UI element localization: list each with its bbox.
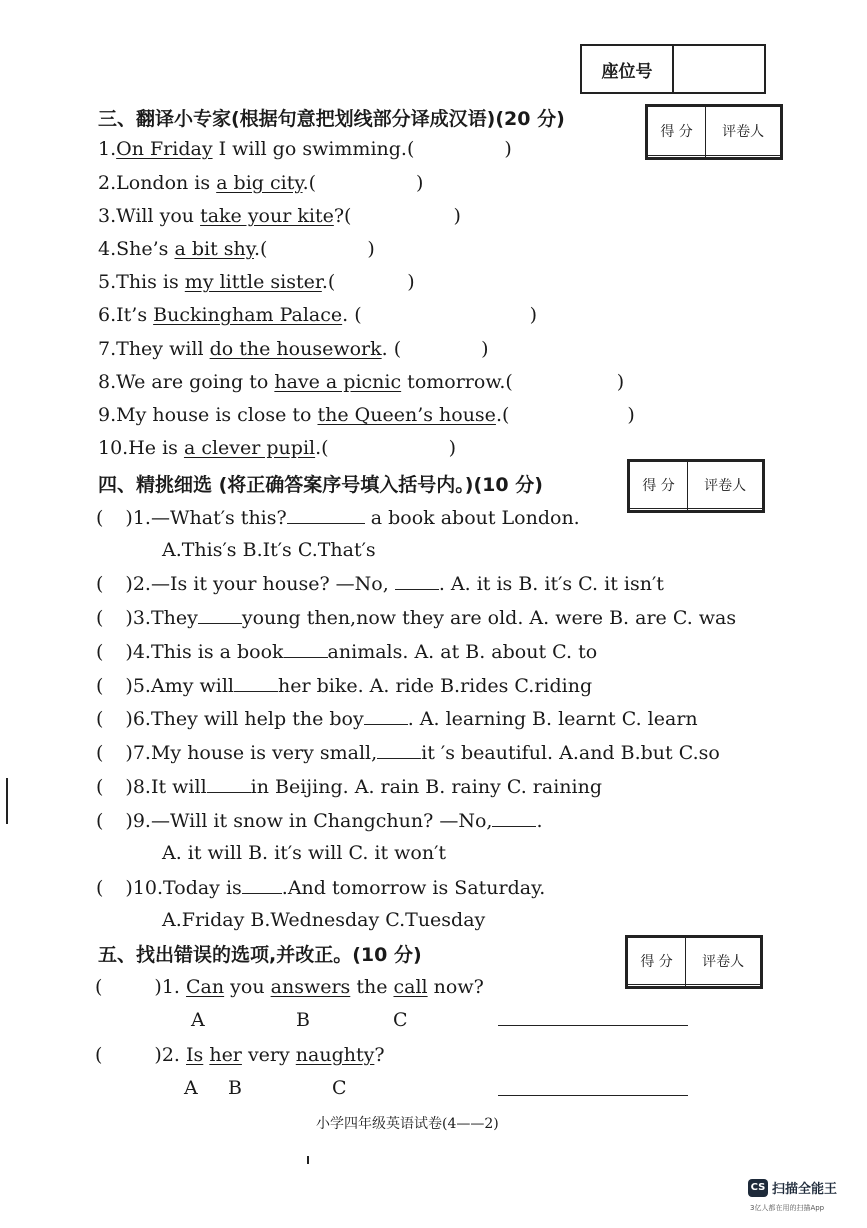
s4-q8: ( )8.It will in Beijing. A. rain B. rainy C. raining — [96, 776, 602, 798]
underlined-phrase: On Friday — [116, 138, 213, 160]
translation-item: 4.She’s a bit shy.( ) — [98, 238, 375, 260]
s5-q2-letter-a: A — [184, 1077, 198, 1099]
s4-q4: ( )4.This is a book animals. A. at B. about C. to — [96, 641, 598, 663]
translation-item: 3.Will you take your kite?( ) — [98, 205, 461, 227]
section5-title: 五、找出错误的选项,并改正。(10 分) — [98, 944, 422, 966]
translation-item: 9.My house is close to the Queen’s house.( ) — [98, 404, 635, 426]
section5-score-box — [625, 935, 763, 989]
s5-q1-letter-a: A — [191, 1009, 205, 1031]
page-footer: 小学四年级英语试卷(4——2) — [316, 1116, 499, 1132]
underlined-phrase: have a picnic — [274, 371, 402, 393]
translation-item: 7.They will do the housework. ( ) — [98, 338, 489, 360]
scanner-tagline: 3亿人都在用的扫描App — [750, 1204, 825, 1212]
underlined-phrase: do the housework — [209, 338, 382, 360]
grader-field[interactable] — [706, 155, 781, 157]
s4-q2: ( )2.—Is it your house? —No, . A. it is B. it′s C. it isn′t — [96, 573, 664, 595]
s4-q6: ( )6.They will help the boy . A. learning B. learnt C. learn — [96, 708, 698, 730]
answer-paren[interactable]: ( — [96, 641, 104, 663]
answer-paren[interactable]: ( — [96, 810, 104, 832]
s4-q10: ( )10.Today is .And tomorrow is Saturday. — [96, 877, 546, 899]
answer-paren[interactable]: ( — [96, 877, 104, 899]
translation-item: 1.On Friday I will go swimming.( ) — [98, 138, 512, 160]
score-field[interactable] — [648, 155, 706, 157]
answer-paren[interactable]: ( — [96, 573, 104, 595]
s4-q10-options: A.Friday B.Wednesday C.Tuesday — [162, 909, 486, 931]
grader-label: 评卷人 — [686, 938, 761, 985]
scan-mark — [6, 778, 8, 824]
translation-item: 6.It’s Buckingham Palace. ( ) — [98, 304, 538, 326]
seat-number-field[interactable] — [674, 46, 764, 92]
cs-badge-icon: CS — [748, 1179, 768, 1197]
answer-paren[interactable]: ( — [95, 976, 103, 998]
answer-paren[interactable]: ( — [96, 675, 104, 697]
s5-q1: ( )1. Can you answers the call now? — [95, 976, 484, 998]
s5-q2-letter-c: C — [332, 1077, 347, 1099]
s5-q2-answer-line[interactable] — [498, 1095, 688, 1096]
grader-label: 评卷人 — [688, 462, 763, 509]
grader-label: 评卷人 — [706, 107, 781, 156]
section4-title: 四、精挑细选 (将正确答案序号填入括号内。)(10 分) — [98, 474, 543, 496]
s5-q2: ( )2. Is her very naughty? — [95, 1044, 385, 1066]
s5-q1-letter-b: B — [296, 1009, 310, 1031]
answer-paren[interactable]: ( — [96, 607, 104, 629]
grader-field[interactable] — [688, 508, 763, 510]
s4-q1-options: A.This′s B.It′s C.That′s — [162, 539, 376, 561]
translation-item: 5.This is my little sister.( ) — [98, 271, 415, 293]
score-field[interactable] — [630, 508, 688, 510]
seat-number-label: 座位号 — [582, 46, 674, 92]
s4-q3: ( )3.They young then,now they are old. A. were B. are C. was — [96, 607, 737, 629]
score-label: 得 分 — [648, 107, 706, 156]
section4-score-box — [627, 459, 765, 513]
section3-title: 三、翻译小专家(根据句意把划线部分译成汉语)(20 分) — [98, 108, 565, 130]
seat-number-box — [580, 44, 766, 94]
answer-paren[interactable]: ( — [96, 776, 104, 798]
answer-paren[interactable]: ( — [96, 507, 104, 529]
s5-q2-letter-b: B — [228, 1077, 242, 1099]
underlined-phrase: my little sister — [184, 271, 322, 293]
underlined-phrase: Buckingham Palace — [153, 304, 343, 326]
translation-item: 2.London is a big city.( ) — [98, 172, 424, 194]
s4-q9-options: A. it will B. it′s will C. it won′t — [162, 842, 447, 864]
translation-item: 10.He is a clever pupil.( ) — [98, 437, 456, 459]
s4-q7: ( )7.My house is very small, it ′s beautiful. A.and B.but C.so — [96, 742, 720, 764]
scan-mark — [307, 1156, 309, 1164]
underlined-phrase: a bit shy — [174, 238, 254, 260]
answer-paren[interactable]: ( — [96, 708, 104, 730]
underlined-phrase: take your kite — [200, 205, 334, 227]
answer-paren[interactable]: ( — [96, 742, 104, 764]
score-field[interactable] — [628, 984, 686, 986]
underlined-phrase: a clever pupil — [183, 437, 316, 459]
underlined-phrase: the Queen’s house — [317, 404, 496, 426]
score-label: 得 分 — [630, 462, 688, 509]
s5-q1-letter-c: C — [393, 1009, 408, 1031]
s4-q5: ( )5.Amy will her bike. A. ride B.rides C.riding — [96, 675, 593, 697]
grader-field[interactable] — [686, 984, 761, 986]
section3-score-box — [645, 104, 783, 160]
s5-q1-answer-line[interactable] — [498, 1025, 688, 1026]
answer-paren[interactable]: ( — [95, 1044, 103, 1066]
underlined-phrase: a big city — [216, 172, 303, 194]
s4-q1: ( )1.—What′s this? a book about London. — [96, 507, 580, 529]
scanner-name: 扫描全能王 — [772, 1182, 838, 1197]
score-label: 得 分 — [628, 938, 686, 985]
s4-q9: ( )9.—Will it snow in Changchun? —No, . — [96, 810, 543, 832]
translation-item: 8.We are going to have a picnic tomorrow.( ) — [98, 371, 625, 393]
scanner-logo — [748, 1178, 837, 1197]
